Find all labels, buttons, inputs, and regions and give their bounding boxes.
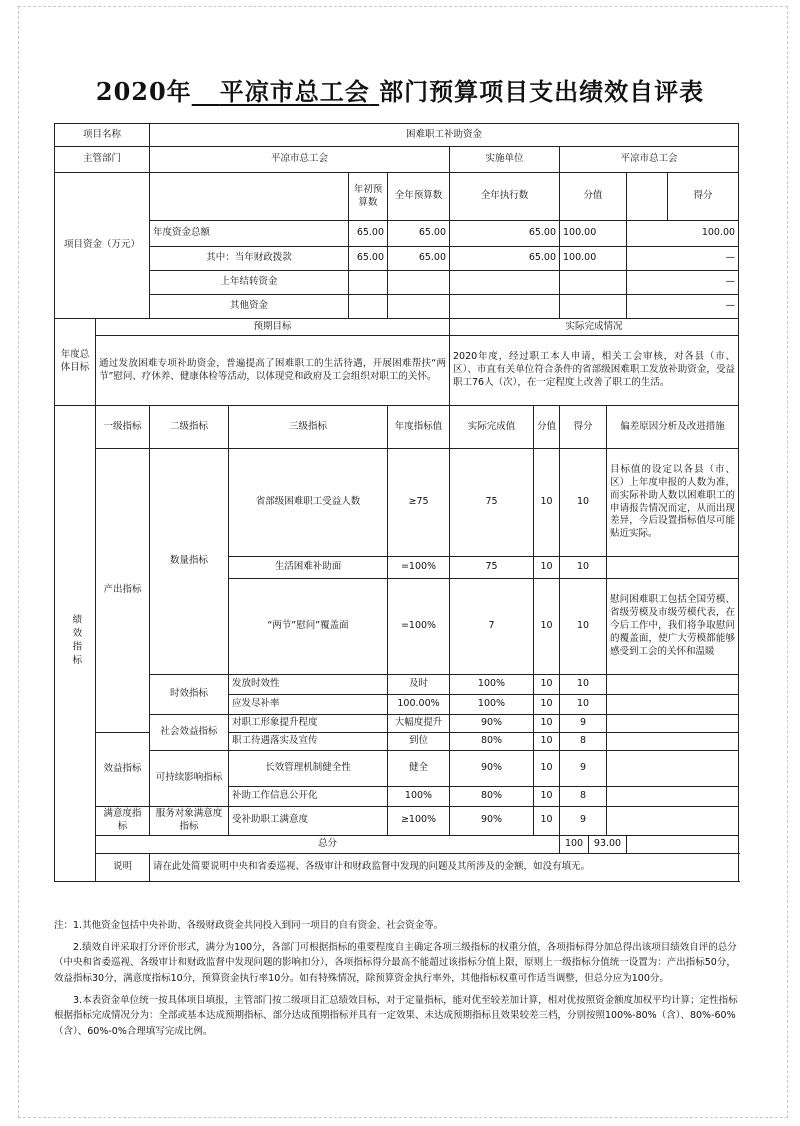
satisfaction-indicator: 满意度指标 <box>96 807 150 836</box>
funds-executed: 65.00 <box>450 221 560 247</box>
indicator-row <box>55 715 739 733</box>
indicator-score-value: 10 <box>534 449 560 557</box>
indicator-actual: 80% <box>450 733 534 751</box>
indicator-level3: 对职工形象提升程度 <box>229 715 388 733</box>
indicator-score-value: 10 <box>534 675 560 695</box>
indicator-level3: “两节”慰问”覆盖面 <box>229 579 388 675</box>
funds-label: 项目资金（万元） <box>55 173 150 319</box>
indicator-row <box>55 449 739 557</box>
indicator-actual: 90% <box>450 751 534 787</box>
footnotes <box>54 918 738 1046</box>
indicator-row <box>55 807 739 836</box>
explain-row <box>55 853 739 881</box>
actual-goal-header: 实际完成情况 <box>450 319 739 336</box>
funds-score: — <box>627 247 739 271</box>
funds-row <box>55 247 739 271</box>
title-unit: 平凉市总工会 <box>219 77 370 106</box>
indicator-level3: 受补助职工满意度 <box>229 807 388 836</box>
indicator-score: 9 <box>560 715 607 733</box>
funds-score: — <box>627 295 739 319</box>
quantity-indicator: 数量指标 <box>150 449 229 675</box>
funds-row-label: 上年结转资金 <box>150 271 349 295</box>
goals-header-row <box>55 319 739 336</box>
footnote: 3.本表资金单位统一按具体项目填报，主管部门按二级项目汇总绩效目标，对于定量指标，能对优至较差加计算，相对优按照资金额度加权平均计算；定性指标根据指标完成情况分为：全部或基本达成预期指标、部分达成预期指标并具有一定效果、未达成预期指标且效果较差三档，分别按照100%-80%（含）、80%-60%（含）、60%-0%合理填写完成比例。 <box>54 994 738 1038</box>
indicator-target: 100.00% <box>388 695 450 715</box>
funds-initial: 65.00 <box>349 247 388 271</box>
total-score-value: 100 <box>560 835 589 853</box>
funds-row-label: 其他资金 <box>150 295 349 319</box>
page-title <box>0 72 800 107</box>
indicator-target: ≥100% <box>388 807 450 836</box>
goals-row <box>55 336 739 406</box>
indicator-score: 8 <box>560 733 607 751</box>
impl-label: 实施单位 <box>450 147 560 173</box>
total-label: 总分 <box>96 835 560 853</box>
indicator-target: 及时 <box>388 675 450 695</box>
indicator-row <box>55 751 739 787</box>
score-header: 得分 <box>560 406 607 449</box>
funds-score: 100.00 <box>627 221 739 247</box>
funds-executed: 65.00 <box>450 247 560 271</box>
indicator-actual: 75 <box>450 557 534 579</box>
indicator-score-value: 10 <box>534 579 560 675</box>
explain-text: 请在此处简要说明中央和省委巡视、各级审计和财政监督中发现的问题及其所涉及的金额，如没有填无。 <box>150 853 739 881</box>
funds-row <box>55 295 739 319</box>
indicator-actual: 80% <box>450 787 534 807</box>
actual-header: 实际完成值 <box>450 406 534 449</box>
sustain-indicator: 可持续影响指标 <box>150 751 229 807</box>
score-header: 得分 <box>668 173 739 221</box>
indicator-level3: 应发尽补率 <box>229 695 388 715</box>
indicator-target: 大幅度提升 <box>388 715 450 733</box>
level1-header: 一级指标 <box>96 406 150 449</box>
indicator-target: 到位 <box>388 733 450 751</box>
score-value-header: 分值 <box>534 406 560 449</box>
output-indicator: 产出指标 <box>96 449 150 733</box>
funds-header-row <box>55 173 739 221</box>
indicator-score: 10 <box>560 557 607 579</box>
indicator-header-row <box>55 406 739 449</box>
executed-header: 全年执行数 <box>450 173 560 221</box>
title-year: 2020年 <box>95 77 192 106</box>
impl-value: 平凉市总工会 <box>560 147 739 173</box>
indicator-level3: 省部级困难职工受益人数 <box>229 449 388 557</box>
target-header: 年度指标值 <box>388 406 450 449</box>
annual-budget-header: 全年预算数 <box>388 173 450 221</box>
service-indicator: 服务对象满意度指标 <box>150 807 229 836</box>
goals-label: 年度总体目标 <box>55 319 96 406</box>
footnote: 注：1.其他资金包括中央补助、各级财政资金共同投入到同一项目的自有资金、社会资金等。 <box>54 920 444 931</box>
level3-header: 三级指标 <box>229 406 388 449</box>
indicator-score: 10 <box>560 675 607 695</box>
indicator-level3: 发放时效性 <box>229 675 388 695</box>
funds-row-label: 年度资金总额 <box>150 221 349 247</box>
indicator-actual: 100% <box>450 675 534 695</box>
total-score: 93.00 <box>589 835 627 853</box>
funds-row-label: 其中：当年财政拨款 <box>150 247 349 271</box>
score-value-header: 分值 <box>560 173 627 221</box>
footnote: 2.绩效自评采取打分评价形式，满分为100分，各部门可根据指标的重要程度自主确定各项三级指标的权重分值，各项指标得分加总得出该项目绩效自评的总分（中央和省委巡视、各级审计和财政监督中发现问题的影响扣分），各项指标得分最高不能超过该指标分值上限，原则上一级指标分值统一设置为：产出指标50分，效益指标30分，满意度指标10分，预算资金执行率10分。如有特殊情况，除预算资金执行率外，其他指标权重可作适当调整，但总分应为100分。 <box>54 941 737 985</box>
indicator-score-value: 10 <box>534 715 560 733</box>
indicator-actual: 7 <box>450 579 534 675</box>
dept-value: 平凉市总工会 <box>150 147 450 173</box>
funds-annual: 65.00 <box>388 247 450 271</box>
social-indicator: 社会效益指标 <box>150 715 229 751</box>
funds-score-value: 100.00 <box>560 247 627 271</box>
indicator-target: ≥75 <box>388 449 450 557</box>
expected-goal-text: 通过发放困难专项补助资金，普遍提高了困难职工的生活待遇，开展困难帮扶“两节”慰问、疗休养、健康体检等活动，以体现党和政府及工会组织对职工的关怀。 <box>96 336 450 406</box>
title-suffix: 部门预算项目支出绩效自评表 <box>379 77 705 106</box>
project-name-row <box>55 124 739 147</box>
total-row <box>55 835 739 853</box>
dept-row <box>55 147 739 173</box>
indicator-actual: 90% <box>450 807 534 836</box>
funds-annual: 65.00 <box>388 221 450 247</box>
indicator-actual: 90% <box>450 715 534 733</box>
initial-budget-header: 年初预算数 <box>349 173 388 221</box>
effect-indicator: 效益指标 <box>96 733 150 807</box>
actual-goal-text: 2020年度，经过职工本人申请，相关工会审核，对各县（市、区）、市直有关单位符合条件的省部级困难职工发放补助资金，受益职工76人（次），在一定程度上改善了职工的生活。 <box>450 336 739 406</box>
indicator-level3: 职工待遇落实及宣传 <box>229 733 388 751</box>
explain-label: 说明 <box>96 853 150 881</box>
indicator-score: 10 <box>560 695 607 715</box>
evaluation-table <box>54 123 739 882</box>
funds-initial: 65.00 <box>349 221 388 247</box>
indicator-actual: 75 <box>450 449 534 557</box>
indicator-score-value: 10 <box>534 751 560 787</box>
funds-score-value: 100.00 <box>560 221 627 247</box>
indicator-target: 健全 <box>388 751 450 787</box>
indicator-score: 10 <box>560 449 607 557</box>
indicator-target: =100% <box>388 557 450 579</box>
indicators-label: 绩效指标 <box>70 613 82 668</box>
indicator-score-value: 10 <box>534 787 560 807</box>
indicator-level3: 生活困难补助面 <box>229 557 388 579</box>
level2-header: 二级指标 <box>150 406 229 449</box>
indicator-reason: 慰问困难职工包括全国劳模、省级劳模及市级劳模代表，在今后工作中，我们将争取慰问的覆盖面，使广大劳模都能够感受到工会的关怀和温暖 <box>607 579 739 675</box>
project-name-label: 项目名称 <box>55 124 150 147</box>
indicator-target: =100% <box>388 579 450 675</box>
indicator-target: 100% <box>388 787 450 807</box>
indicator-score-value: 10 <box>534 807 560 836</box>
indicator-actual: 100% <box>450 695 534 715</box>
indicator-score-value: 10 <box>534 557 560 579</box>
indicator-level3: 长效管理机制健全性 <box>229 751 388 787</box>
funds-row <box>55 271 739 295</box>
indicator-reason: 目标值的设定以各县（市、区）上年度申报的人数为准，而实际补助人数以困难职工的申请报告情况而定，从而出现差异，今后设置指标值尽可能贴近实际。 <box>607 449 739 557</box>
project-name: 困难职工补助资金 <box>150 124 739 147</box>
expected-goal-header: 预期目标 <box>96 319 450 336</box>
dept-label: 主管部门 <box>55 147 150 173</box>
indicator-score-value: 10 <box>534 733 560 751</box>
timeliness-indicator: 时效指标 <box>150 675 229 715</box>
funds-row <box>55 221 739 247</box>
indicator-level3: 补助工作信息公开化 <box>229 787 388 807</box>
funds-score: — <box>627 271 739 295</box>
indicator-score: 8 <box>560 787 607 807</box>
indicator-score-value: 10 <box>534 695 560 715</box>
indicator-score: 9 <box>560 751 607 787</box>
indicator-score: 9 <box>560 807 607 836</box>
reason-header: 偏差原因分析及改进措施 <box>607 406 739 449</box>
indicator-score: 10 <box>560 579 607 675</box>
indicator-row <box>55 675 739 695</box>
